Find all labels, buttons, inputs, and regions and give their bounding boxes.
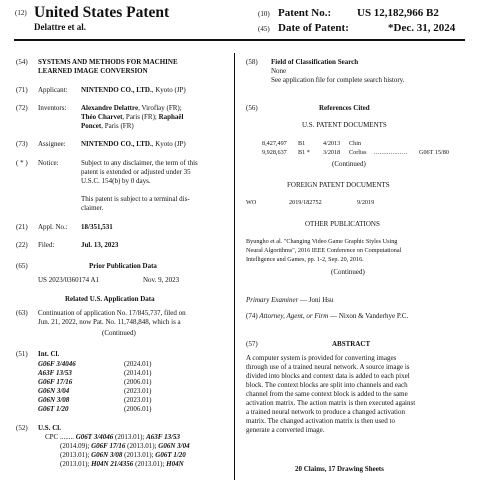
prior-publication-heading: Prior Publication Data bbox=[89, 262, 157, 270]
abstract-line: block. The context blocks are split into channels and each bbox=[246, 381, 408, 389]
code-74: (74) bbox=[246, 312, 258, 320]
other-pub-line3: Intelligence and Games, pp. 1-2, Sep. 20, 2016. bbox=[246, 256, 364, 263]
column-divider bbox=[234, 53, 235, 480]
inventor-2-location: , Paris (FR); bbox=[122, 113, 157, 121]
code-73: (73) bbox=[16, 140, 28, 148]
code-63: (63) bbox=[16, 309, 28, 317]
ref-kind: B1 * bbox=[298, 149, 310, 156]
abstract-line: matrix. The changed activation matrix is then used to bbox=[246, 417, 395, 425]
ref-name: Chin bbox=[349, 140, 362, 147]
notice-line1: Subject to any disclaimer, the term of this bbox=[81, 159, 198, 167]
int-cl-class: G06T 1/20 bbox=[38, 405, 69, 413]
inventor-1-location: , Viroflay (FR); bbox=[138, 104, 182, 112]
inventor-1: Alexandre Delattre bbox=[81, 104, 139, 112]
cpc-date: (2013.01); bbox=[133, 460, 167, 468]
date-of-patent-label: Date of Patent: bbox=[278, 22, 349, 34]
inventor-3-first: Raphaël bbox=[158, 113, 184, 121]
date-of-patent: *Dec. 31, 2024 bbox=[388, 22, 456, 34]
prior-publication-number: US 2023/0360174 A1 bbox=[38, 276, 100, 284]
cpc-label: CPC bbox=[45, 433, 59, 441]
code-21: (21) bbox=[16, 223, 28, 231]
int-cl-date: (2024.01) bbox=[124, 360, 152, 368]
ref-name: Corliss bbox=[349, 149, 367, 156]
code-57: (57) bbox=[246, 340, 258, 348]
header-rule bbox=[14, 39, 465, 41]
cpc-date: (2013.01); bbox=[60, 451, 92, 459]
code-72: (72) bbox=[16, 104, 28, 112]
related-line2: Jun. 21, 2022, now Pat. No. 11,748,848, which is a bbox=[38, 318, 181, 326]
ref-date: 4/2013 bbox=[323, 140, 341, 147]
applicant-name: NINTENDO CO., LTD. bbox=[81, 86, 152, 94]
abstract-heading: ABSTRACT bbox=[332, 340, 371, 348]
related-data-heading: Related U.S. Application Data bbox=[65, 295, 155, 303]
ref-kind: B1 bbox=[298, 140, 306, 147]
cpc-date: (2013.01); bbox=[60, 460, 92, 468]
cpc-class: G06T 3/4046 bbox=[75, 433, 114, 441]
attorney-label: Attorney, Agent, or Firm bbox=[259, 312, 329, 320]
filed-date: Jul. 13, 2023 bbox=[81, 241, 119, 249]
cpc-class: G06F 17/16 bbox=[91, 442, 126, 450]
invention-title-line1: SYSTEMS AND METHODS FOR MACHINE bbox=[38, 58, 178, 66]
int-cl-class: G06N 3/08 bbox=[38, 396, 70, 404]
us-cl-label: U.S. Cl. bbox=[38, 424, 61, 432]
applicant-location: , Kyoto (JP) bbox=[151, 86, 186, 94]
inventor-2: Théo Charvet bbox=[81, 113, 123, 121]
code-notice: ( * ) bbox=[16, 159, 28, 167]
ref-date: 3/2018 bbox=[323, 149, 341, 156]
field-search-heading: Field of Classification Search bbox=[271, 58, 359, 66]
int-cl-date: (2023.01) bbox=[124, 387, 152, 395]
notice-line5: claimer. bbox=[81, 204, 104, 212]
int-cl-class: G06F 17/16 bbox=[38, 378, 73, 386]
ref-class: G06T 15/80 bbox=[419, 149, 449, 156]
foreign-date: 9/2019 bbox=[357, 199, 375, 206]
notice-line4: This patent is subject to a terminal dis- bbox=[81, 195, 190, 203]
header-code-45: (45) bbox=[258, 25, 270, 33]
claims-and-sheets: 20 Claims, 17 Drawing Sheets bbox=[295, 465, 384, 473]
abstract-line: channel from the same context block is added to the same bbox=[246, 390, 408, 398]
code-71: (71) bbox=[16, 86, 28, 94]
abstract-line: A computer system is provided for converting images bbox=[246, 354, 397, 362]
ref-dot-leader: .................. bbox=[374, 149, 408, 156]
code-58: (58) bbox=[246, 58, 258, 66]
int-cl-class: A63F 13/53 bbox=[38, 369, 72, 377]
int-cl-date: (2006.01) bbox=[124, 378, 152, 386]
abstract-line: through use of a trained neural network. A source image is bbox=[246, 363, 410, 371]
notice-line2: patent is extended or adjusted under 35 bbox=[81, 168, 191, 176]
cpc-class: G06T 1/20 bbox=[155, 451, 186, 459]
invention-title-line2: LEARNED IMAGE CONVERSION bbox=[38, 67, 148, 75]
int-cl-date: (2006.01) bbox=[124, 405, 152, 413]
cpc-class: G06N 3/04 bbox=[158, 442, 190, 450]
cpc-class: H04N bbox=[166, 460, 184, 468]
assignee-location: , Kyoto (JP) bbox=[151, 140, 186, 148]
code-65: (65) bbox=[16, 262, 28, 270]
field-search-none: None bbox=[271, 67, 287, 75]
patent-number-label: Patent No.: bbox=[278, 7, 332, 19]
cpc-date: (2014.09); bbox=[60, 442, 92, 450]
cpc-date: (2013.01); bbox=[113, 433, 147, 441]
us-documents-continued: (Continued) bbox=[332, 160, 366, 168]
us-documents-heading: U.S. PATENT DOCUMENTS bbox=[302, 121, 387, 129]
appl-no-label: Appl. No.: bbox=[38, 223, 68, 231]
abstract-line: activation matrix. The action matrix is then executed against bbox=[246, 399, 416, 407]
notice-line3: U.S.C. 154(b) by 0 days. bbox=[81, 177, 151, 185]
inventor-short: Delattre et al. bbox=[34, 22, 87, 32]
appl-no: 18/351,531 bbox=[81, 223, 113, 231]
code-51: (51) bbox=[16, 350, 28, 358]
examiner-label: Primary Examiner bbox=[246, 296, 299, 304]
code-22: (22) bbox=[16, 241, 28, 249]
related-continued: (Continued) bbox=[102, 329, 136, 337]
abstract-line: generate a converted image. bbox=[246, 426, 325, 434]
header-code-10: (10) bbox=[258, 10, 270, 18]
int-cl-date: (2023.01) bbox=[124, 396, 152, 404]
inventors-label: Inventors: bbox=[38, 104, 67, 112]
filed-label: Filed: bbox=[38, 241, 55, 249]
examiner-name: — Joni Hsu bbox=[298, 296, 334, 304]
other-pub-line2: Neural Algorithms", 2016 IEEE Conference on Computational bbox=[246, 247, 402, 254]
applicant-label: Applicant: bbox=[38, 86, 68, 94]
ref-number: 8,427,497 bbox=[262, 140, 287, 147]
code-54: (54) bbox=[16, 58, 28, 66]
int-cl-label: Int. Cl. bbox=[38, 350, 60, 358]
prior-publication-date: Nov. 9, 2023 bbox=[143, 276, 180, 284]
cpc-class: H04N 21/4356 bbox=[91, 460, 134, 468]
inventor-3-last: Poncet bbox=[81, 122, 102, 130]
foreign-country: WO bbox=[246, 199, 257, 206]
assignee-name: NINTENDO CO., LTD. bbox=[81, 140, 152, 148]
cpc-class: A63F 13/53 bbox=[146, 433, 181, 441]
notice-label: Notice: bbox=[38, 159, 59, 167]
code-52: (52) bbox=[16, 424, 28, 432]
related-line1: Continuation of application No. 17/845,737, filed on bbox=[38, 309, 186, 317]
cpc-date: (2013.01); bbox=[122, 451, 156, 459]
code-56: (56) bbox=[246, 104, 258, 112]
other-pub-continued: (Continued) bbox=[331, 268, 365, 276]
other-pub-line1: Byungho et al. "Changing Video Game Graphic Styles Using bbox=[246, 238, 398, 245]
cpc-date: (2013.01); bbox=[125, 442, 159, 450]
assignee-label: Assignee: bbox=[38, 140, 66, 148]
header-code-12: (12) bbox=[15, 9, 27, 17]
references-heading: References Cited bbox=[319, 104, 370, 112]
foreign-documents-heading: FOREIGN PATENT DOCUMENTS bbox=[287, 181, 390, 189]
document-title: United States Patent bbox=[34, 4, 170, 21]
attorney-name: — Nixon & Vanderhye P.C. bbox=[328, 312, 409, 320]
other-publications-heading: OTHER PUBLICATIONS bbox=[305, 220, 380, 228]
int-cl-date: (2014.01) bbox=[124, 369, 152, 377]
int-cl-class: G06F 3/4046 bbox=[38, 360, 76, 368]
inventor-3-location: , Paris (FR) bbox=[101, 122, 134, 130]
abstract-line: divided into blocks and context data is added to each pixel bbox=[246, 372, 410, 380]
cpc-class: G06N 3/08 bbox=[91, 451, 123, 459]
abstract-line: a trained neural network to produce a changed activation bbox=[246, 408, 405, 416]
field-search-note: See application file for complete search history. bbox=[271, 76, 405, 84]
patent-number: US 12,182,966 B2 bbox=[357, 7, 439, 19]
int-cl-class: G06N 3/04 bbox=[38, 387, 70, 395]
foreign-number: 2019/182752 bbox=[289, 199, 322, 206]
ref-number: 9,928,637 bbox=[262, 149, 287, 156]
